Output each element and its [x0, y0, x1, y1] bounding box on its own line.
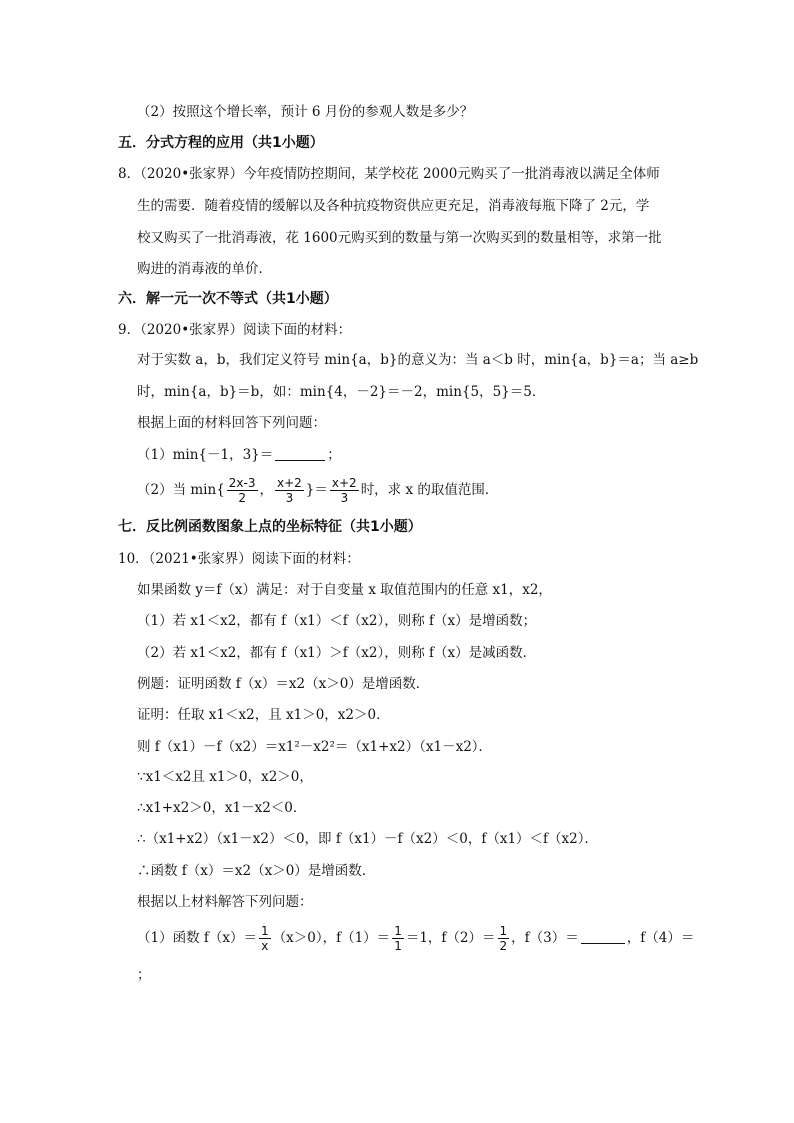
fraction-denominator: x — [261, 939, 269, 953]
q10-condition-1: （1）若 x1＜x2，都有 f（x1）＜f（x2），则称 f（x）是增函数； — [137, 613, 537, 629]
q9-part-2-end: 时，求 x 的取值范围． — [360, 482, 499, 498]
q7-subquestion-2: （2）按照这个增长率，预计 6 月份的参观人数是多少？ — [137, 104, 474, 120]
q10-f3-answer-blank[interactable] — [581, 929, 625, 944]
q9-definition-line-1: 对于实数 a，b，我们定义符号 min{a，b}的意义为：当 a＜b 时，min{a，b}＝a；当 a≥b — [137, 352, 699, 368]
q10-heading: 10．（2021•张家界）阅读下面的材料： — [118, 551, 360, 567]
q9-comma: ， — [259, 482, 273, 498]
q10-example: 例题：证明函数 f（x）＝x2（x＞0）是增函数． — [137, 676, 430, 692]
q10-f3-text: ，f（3）＝ — [511, 930, 579, 946]
fraction-numerator: x+2 — [331, 476, 357, 490]
fraction-numerator: x+2 — [277, 476, 302, 490]
q9-heading: 9．（2020•张家界）阅读下面的材料： — [118, 322, 352, 338]
q9-part-2 — [137, 474, 498, 506]
fraction-x+2-over-3-rhs — [330, 476, 359, 505]
fraction-denominator: 3 — [285, 491, 294, 505]
q9-part-1-answer-blank[interactable] — [275, 446, 325, 461]
fraction-1-over-x — [259, 924, 271, 953]
fraction-denominator: 1 — [394, 939, 402, 953]
section-7-heading: 七．反比例函数图象上点的坐标特征（共1小题） — [118, 519, 422, 535]
q10-definition: 如果函数 y＝f（x）满足：对于自变量 x 取值范围内的任意 x1，x2， — [137, 582, 552, 598]
q10-domain-text: （x＞0），f（1）＝ — [272, 930, 391, 946]
q10-proof-line-4: ∴x1+x2＞0，x1－x2＜0． — [137, 800, 307, 816]
q10-instruction: 根据以上材料解答下列问题： — [137, 894, 313, 910]
q9-part-1-end: ； — [327, 447, 341, 463]
section-6-heading: 六．解一元一次不等式（共1小题） — [118, 291, 338, 307]
q9-part-2-text: （2）当 min{ — [137, 482, 225, 498]
fraction-numerator: 1 — [261, 924, 269, 938]
q10-proof-line-2: 则 f（x1）－f（x2）＝x1²－x2²＝（x1+x2）（x1－x2）． — [137, 739, 493, 755]
q10-proof-line-6: ∴函数 f（x）＝x2（x＞0）是增函数． — [137, 863, 376, 879]
q9-part-1-text: （1）min{－1，3}＝ — [137, 447, 274, 463]
q10-condition-2: （2）若 x1＜x2，都有 f（x1）＞f（x2），则称 f（x）是减函数． — [137, 645, 537, 661]
q10-proof-line-3: ∵x1＜x2且 x1＞0，x2＞0， — [137, 769, 313, 785]
fraction-2x-3-over-2 — [227, 476, 258, 505]
fraction-denominator: 2 — [238, 491, 246, 505]
q8-line-3: 校又购买了一批消毒液，花 1600元购买到的数量与第一次购买到的数量相等，求第一批 — [137, 230, 662, 246]
q10-f2-text: ＝1，f（2）＝ — [405, 930, 496, 946]
fraction-numerator: 1 — [499, 924, 508, 938]
q10-part-1-text: （1）函数 f（x）＝ — [137, 930, 257, 946]
q8-line-4: 购进的消毒液的单价． — [137, 261, 272, 277]
q8-line-2: 生的需要．随着疫情的缓解以及各种抗疫物资供应更充足，消毒液每瓶下降了 2元，学 — [137, 198, 650, 214]
fraction-numerator: 2x-3 — [228, 476, 256, 490]
q10-part-1-end: ； — [137, 967, 151, 983]
fraction-numerator: 1 — [394, 924, 402, 938]
q9-part-1 — [137, 445, 341, 465]
q10-part-1 — [137, 922, 694, 954]
q10-proof-line-5: ∴（x1+x2）（x1－x2）＜0，即 f（x1）－f（x2）＜0，f（x1）＜f（x2）． — [137, 831, 598, 847]
section-5-heading: 五．分式方程的应用（共1小题） — [118, 135, 324, 151]
fraction-denominator: 2 — [499, 939, 508, 953]
q9-definition-line-2: 时，min{a，b}＝b，如：min{4，－2}＝－2，min{5，5}＝5． — [137, 384, 546, 400]
fraction-x+2-over-3 — [275, 476, 304, 505]
q10-proof-line-1: 证明：任取 x1＜x2，且 x1＞0，x2＞0． — [137, 707, 390, 723]
fraction-denominator: 3 — [340, 491, 349, 505]
fraction-1-over-1 — [392, 924, 404, 953]
q9-equals: }＝ — [305, 482, 328, 498]
q9-instruction: 根据上面的材料回答下列问题： — [137, 415, 326, 431]
q8-line-1: 8．（2020•张家界）今年疫情防控期间，某学校花 2000元购买了一批消毒液以满足全体师 — [118, 166, 660, 182]
fraction-1-over-2 — [498, 924, 510, 953]
q10-f4-text: ，f（4）＝ — [626, 930, 695, 946]
